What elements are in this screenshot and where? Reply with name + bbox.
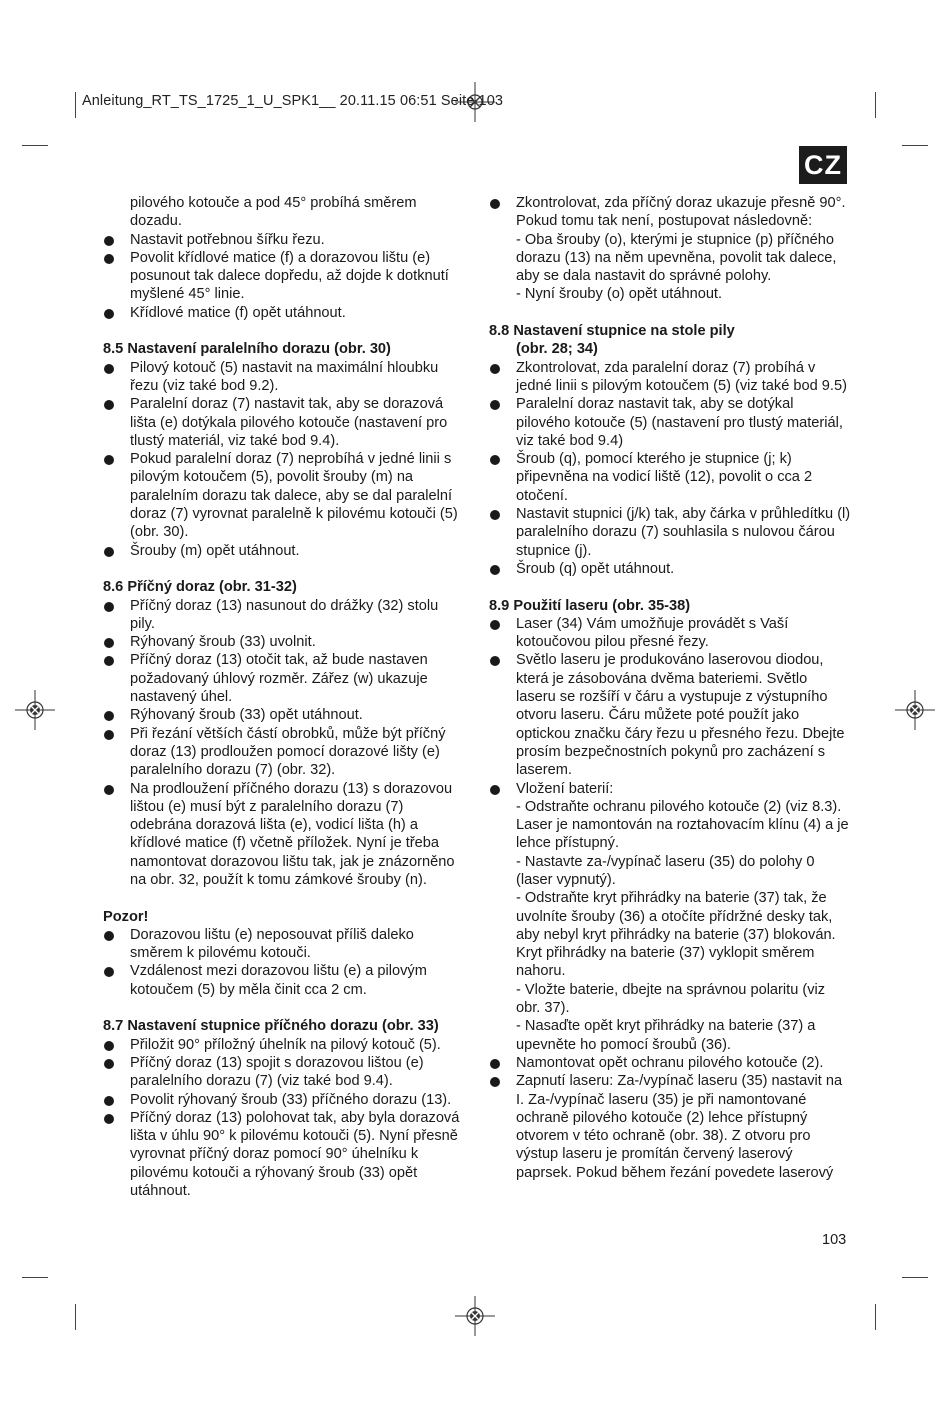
registration-mark-right: [895, 690, 935, 730]
list-item: Nastavit stupnici (j/k) tak, aby čárka v průhledítku (l) paralelního dorazu (7) souhlasila s nulovou čárou stupnice (j).: [489, 505, 851, 560]
intro-text: pilového kotouče a pod 45° probíhá směrem dozadu.: [130, 195, 417, 230]
list-item: Povolit rýhovaný šroub (33) příčného dorazu (13).: [103, 1091, 465, 1109]
bullet-icon: [104, 254, 114, 264]
bullet-icon: [104, 730, 114, 740]
bullet-icon: [490, 1059, 500, 1069]
bullet-icon: [104, 236, 114, 246]
list-item: Na prodloužení příčného dorazu (13) s dorazovou lištou (e) musí být z paralelního dorazu (7) odebrána dorazová lišta (e), vodicí lišta (h) a křídlové matice (f) včetně příložek. Nyní je třeba namontovat dorazovou lištu tak, jak je znázorněno na obr. 32, použít k tomu zámkové šrouby (n).: [103, 780, 465, 890]
left-column: [103, 194, 465, 1200]
list-item: Příčný doraz (13) otočit tak, až bude nastaven požadovaný úhlový rozměr. Zářez (w) ukazuje nastavený úhel.: [103, 651, 465, 706]
list-item: Laser (34) Vám umožňuje provádět s Vaší kotoučovou pilou přesné řezy.: [489, 615, 851, 652]
section-heading-8-8: [489, 322, 851, 359]
bullet-icon: [104, 400, 114, 410]
bullet-icon: [490, 565, 500, 575]
section-heading-8-8-line2: (obr. 28; 34): [516, 341, 598, 358]
bullet-icon: [104, 602, 114, 612]
bullet-icon: [104, 785, 114, 795]
list-item: Světlo laseru je produkováno laserovou diodou, která je zásobována dvěma bateriemi. Světlo laseru se rozšíří v čáru a vystupuje z výstupního otvoru laseru. Čáru můžete poté použít jako optickou značku čáry řezu u přesného řezu. Dbejte prosím bezpečnostních pokynů pro zacházení s laserem.: [489, 651, 851, 779]
crop-mark: [75, 92, 76, 118]
list-item: Pilový kotouč (5) nastavit na maximální hloubku řezu (viz také bod 9.2).: [103, 359, 465, 396]
list-item: Vzdálenost mezi dorazovou lištu (e) a pilovým kotoučem (5) by měla činit cca 2 cm.: [103, 962, 465, 999]
list-item: Namontovat opět ochranu pilového kotouče (2).: [489, 1054, 851, 1072]
bullet-icon: [104, 1114, 114, 1124]
section-heading-8-9: 8.9 Použití laseru (obr. 35-38): [489, 597, 691, 614]
bullet-icon: [104, 967, 114, 977]
print-slug: Anleitung_RT_TS_1725_1_U_SPK1__ 20.11.15 06:51 Seite 103: [82, 93, 504, 109]
list-item: Příčný doraz (13) nasunout do drážky (32) stolu pily.: [103, 597, 465, 634]
bullet-icon: [490, 199, 500, 209]
list-item: Nastavit potřebnou šířku řezu.: [103, 231, 465, 249]
crop-mark: [75, 1304, 76, 1330]
list-item: Šrouby (m) opět utáhnout.: [103, 542, 465, 560]
list-item: Příčný doraz (13) polohovat tak, aby byla dorazová lišta v úhlu 90° k pilovému kotouči (5). Nyní přesně vyrovnat příčný doraz pomocí 90° úhelníku k pilovému kotouči a rýhovaný šroub (33) opět utáhnout.: [103, 1109, 465, 1200]
list-item: Vložení baterií: - Odstraňte ochranu pilového kotouče (2) (viz 8.3). Laser je namontován na roztahovacím klínu (4) a je lehce přístupný. - Nastavte za-/vypínač laseru (35) do polohy 0 (laser vypnutý). - Odstraňte kryt přihrádky na baterie (37) tak, že uvolníte šrouby (36) a otočíte přídržné desky tak, aby nebyl kryt přihrádky na baterie (37) blokován. Kryt přihrádky na baterie (37) vyklopit směrem nahoru. - Vložte baterie, dbejte na správnou polaritu (viz obr. 37). - Nasaďte opět kryt přihrádky na baterie (37) a upevněte ho pomocí šroubů (36).: [489, 780, 851, 1054]
bullet-icon: [490, 656, 500, 666]
list-item: Zapnutí laseru: Za-/vypínač laseru (35) nastavit na I. Za-/vypínač laseru (35) je při namontované ochraně pilového kotouče (2) lehce přístupný otvorem v této ochraně (obr. 38). Z otvoru pro výstup laseru je promítán červený laserový paprsek. Pokud během řezání povedete laserový: [489, 1072, 851, 1182]
language-badge: CZ: [799, 146, 847, 184]
list-item: Dorazovou lištu (e) neposouvat příliš daleko směrem k pilovému kotouči.: [103, 926, 465, 963]
bullet-icon: [104, 1041, 114, 1051]
bullet-icon: [104, 931, 114, 941]
list-item: Povolit křídlové matice (f) a dorazovou lištu (e) posunout tak dalece dopředu, až dojde k dotknutí myšlené 45° linie.: [103, 249, 465, 304]
list-item: Zkontrolovat, zda příčný doraz ukazuje přesně 90°. Pokud tomu tak není, postupovat následovně: - Oba šrouby (o), kterými je stupnice (p) příčného dorazu (13) na něm upevněna, povolit tak dalece, aby se dala nastavit do správné polohy. - Nyní šrouby (o) opět utáhnout.: [489, 194, 851, 304]
list-item: Při řezání větších částí obrobků, může být příčný doraz (13) prodloužen pomocí dorazové lišty (e) paralelního dorazu (7) (obr. 32).: [103, 725, 465, 780]
list-item: Zkontrolovat, zda paralelní doraz (7) probíhá v jedné linii s pilovým kotoučem (5) (viz také bod 9.5): [489, 359, 851, 396]
list-item: Přiložit 90° příložný úhelník na pilový kotouč (5).: [103, 1036, 465, 1054]
crop-mark: [22, 145, 48, 146]
warning-heading: Pozor!: [103, 908, 149, 925]
list-item: Rýhovaný šroub (33) uvolnit.: [103, 633, 465, 651]
bullet-icon: [104, 1059, 114, 1069]
crop-mark: [875, 1304, 876, 1330]
right-column: [489, 194, 851, 1182]
bullet-icon: [490, 1077, 500, 1087]
bullet-icon: [490, 455, 500, 465]
crop-mark: [902, 1277, 928, 1278]
section-heading-8-8-line1: 8.8 Nastavení stupnice na stole pily: [489, 323, 735, 340]
bullet-icon: [104, 1096, 114, 1106]
bullet-icon: [490, 364, 500, 374]
registration-mark-bottom: [455, 1296, 495, 1336]
bullet-icon: [490, 510, 500, 520]
bullet-icon: [104, 547, 114, 557]
list-item: Paralelní doraz (7) nastavit tak, aby se dorazová lišta (e) dotýkala pilového kotouče (nastavení pro tlustý materiál, viz také bod 9.4).: [103, 395, 465, 450]
list-item: Šroub (q), pomocí kterého je stupnice (j; k) připevněna na vodicí liště (12), povolit o cca 2 otočení.: [489, 450, 851, 505]
list-item: Šroub (q) opět utáhnout.: [489, 560, 851, 578]
list-item: Rýhovaný šroub (33) opět utáhnout.: [103, 706, 465, 724]
bullet-icon: [104, 638, 114, 648]
crop-mark: [875, 92, 876, 118]
page-number: 103: [822, 1232, 847, 1248]
bullet-icon: [104, 656, 114, 666]
section-heading-8-6: 8.6 Příčný doraz (obr. 31-32): [103, 579, 297, 596]
bullet-icon: [490, 620, 500, 630]
list-item: Křídlové matice (f) opět utáhnout.: [103, 304, 465, 322]
list-item: Příčný doraz (13) spojit s dorazovou lištou (e) paralelního dorazu (7) (viz také bod 9.4).: [103, 1054, 465, 1091]
crop-mark: [902, 145, 928, 146]
list-item: Paralelní doraz nastavit tak, aby se dotýkal pilového kotouče (5) (nastavení pro tlustý materiál, viz také bod 9.4): [489, 395, 851, 450]
bullet-icon: [490, 400, 500, 410]
section-heading-8-5: 8.5 Nastavení paralelního dorazu (obr. 30): [103, 341, 391, 358]
bullet-icon: [104, 711, 114, 721]
crop-mark: [22, 1277, 48, 1278]
bullet-icon: [104, 309, 114, 319]
list-item: Pokud paralelní doraz (7) neprobíhá v jedné linii s pilovým kotoučem (5), povolit šrouby (m) na paralelním dorazu tak dalece, aby se dal paralelní doraz (7) vyrovnat paralelně k pilovému kotouči (5) (obr. 30).: [103, 450, 465, 541]
section-heading-8-7: 8.7 Nastavení stupnice příčného dorazu (obr. 33): [103, 1018, 439, 1035]
registration-mark-left: [15, 690, 55, 730]
bullet-icon: [104, 455, 114, 465]
bullet-icon: [104, 364, 114, 374]
bullet-icon: [490, 785, 500, 795]
